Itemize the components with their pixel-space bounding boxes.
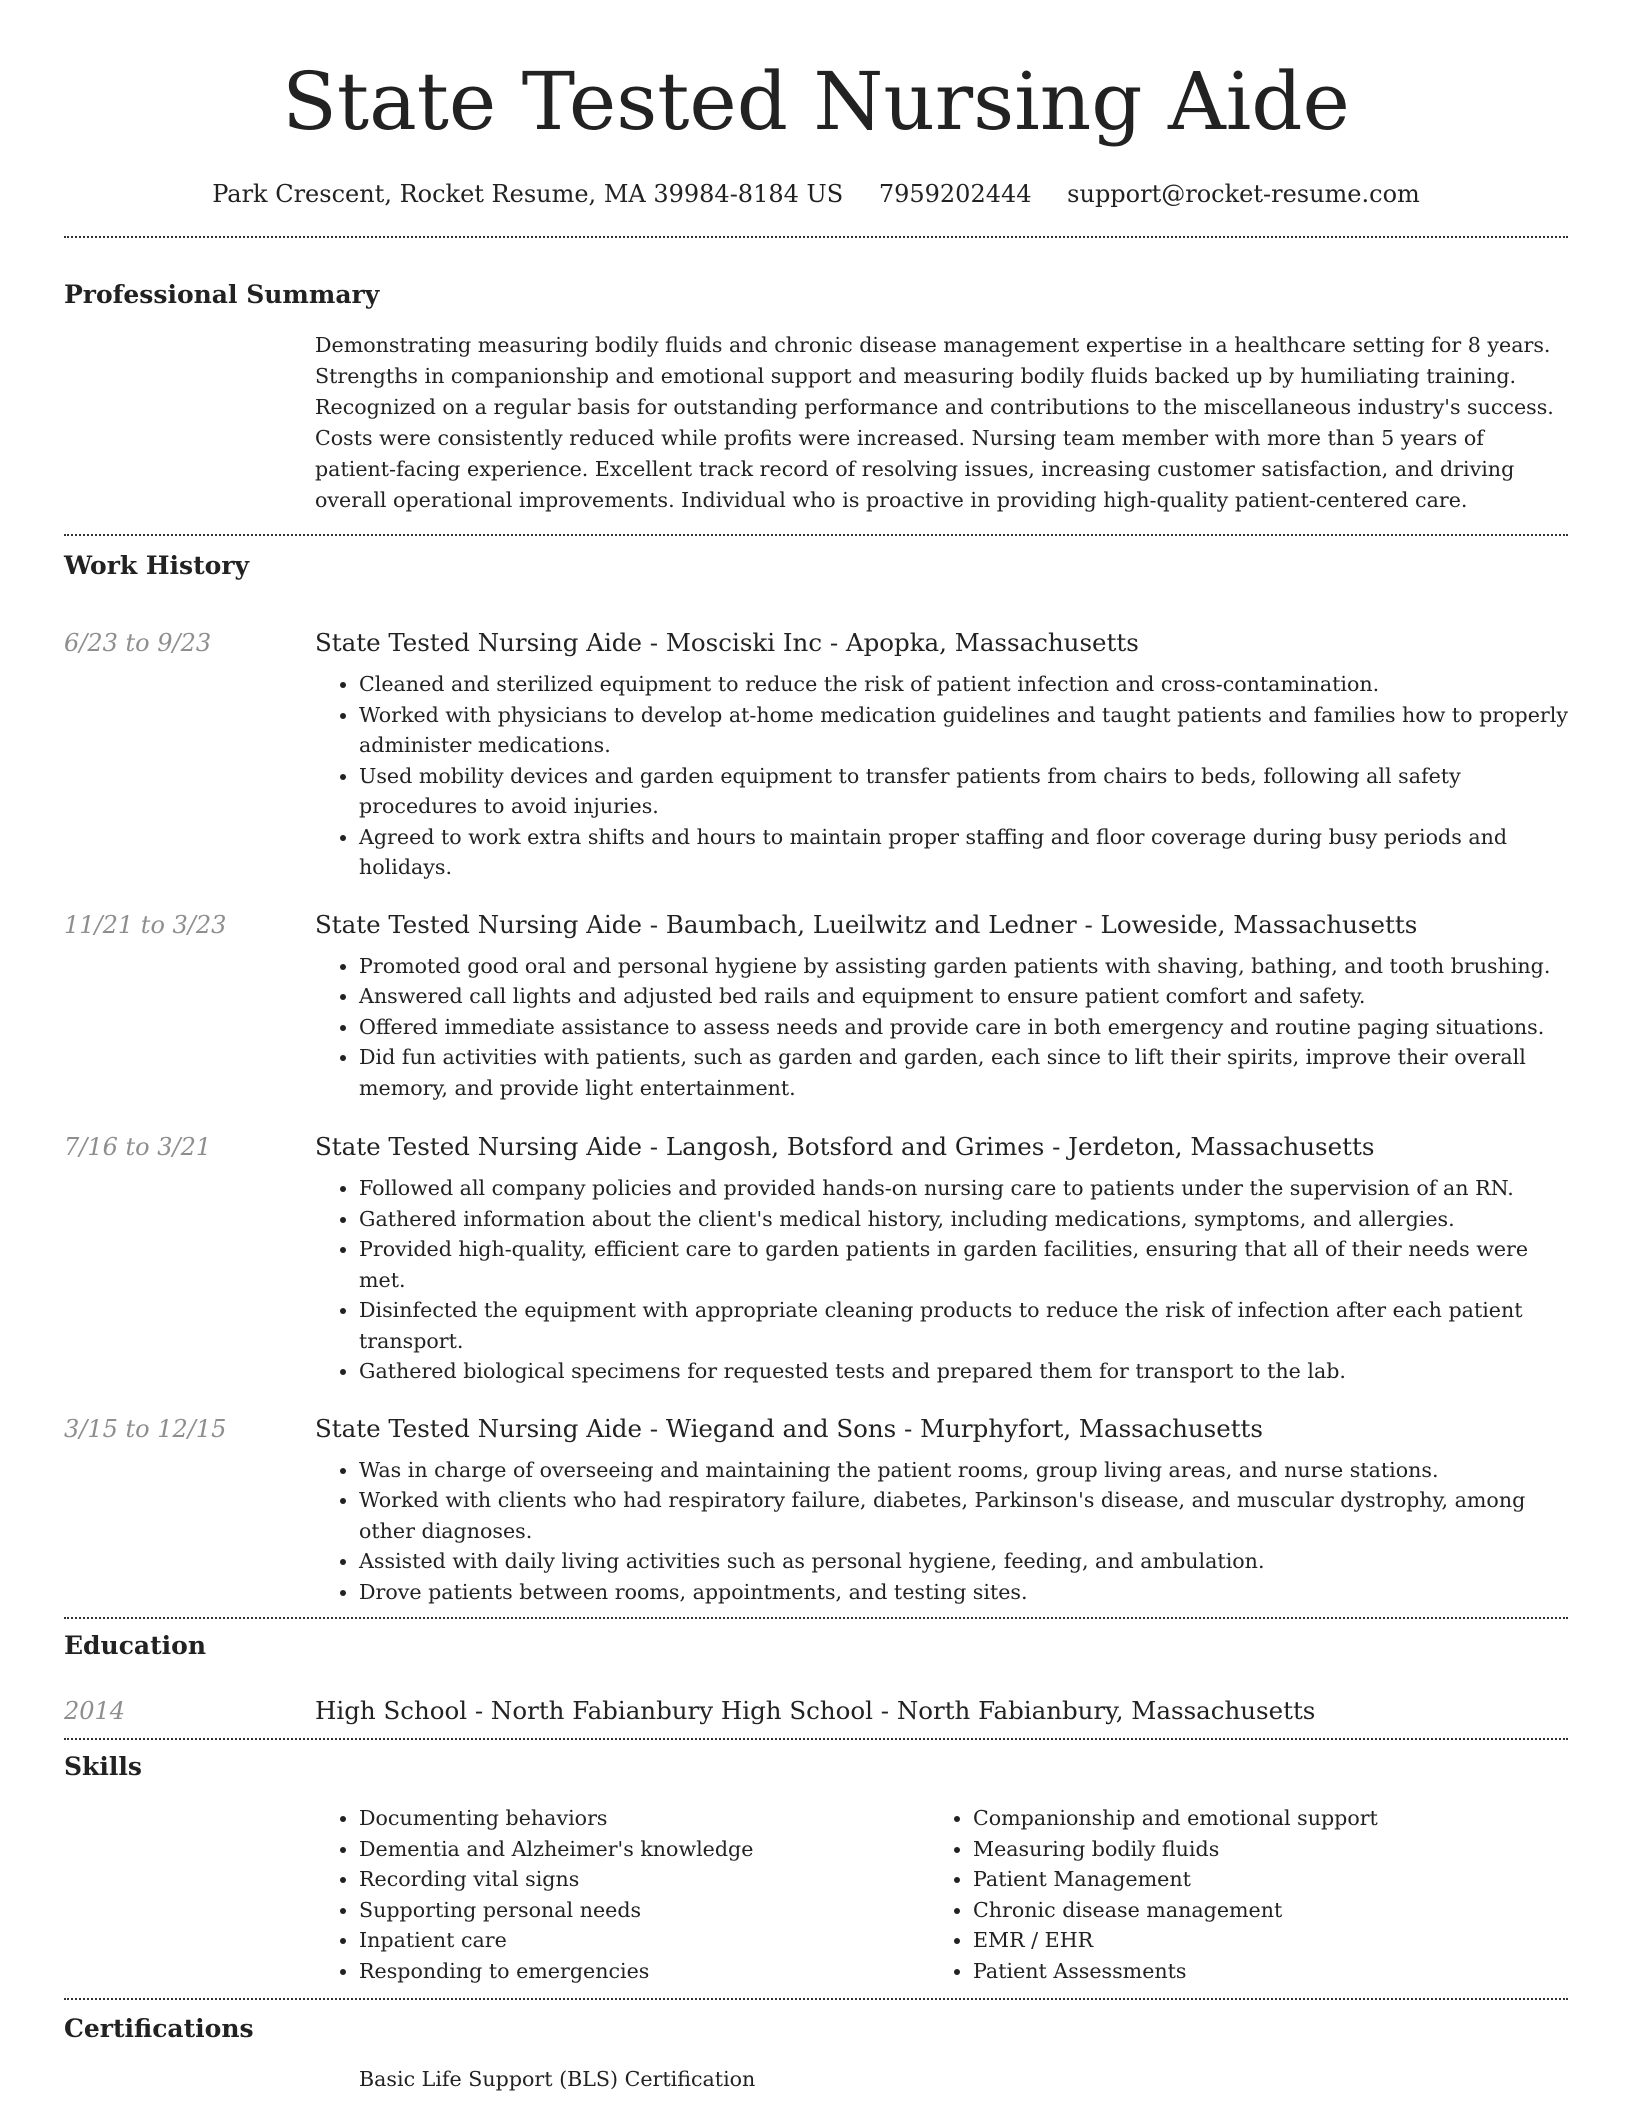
skill-item: • EMR / EHR (973, 1925, 1499, 1956)
section-divider (64, 1998, 1568, 2000)
email-link[interactable]: support@rocket-resume.com (1067, 180, 1420, 208)
summary-section-title: Professional Summary (64, 280, 380, 309)
job-bullet: • Worked with physicians to develop at-home medication guidelines and taught patients and families how to properly administer medications. (359, 700, 1568, 761)
section-divider (64, 1738, 1568, 1740)
section-divider (64, 236, 1568, 238)
skills-column-left (315, 1803, 885, 1986)
education-entry (64, 1695, 1568, 1727)
education-heading: High School - North Fabianbury High School - North Fabianbury, Massachusetts (315, 1696, 1316, 1725)
job-bullets (315, 669, 1568, 883)
job-bullet: • Gathered biological specimens for requested tests and prepared them for transport to the lab. (359, 1356, 1568, 1387)
job-bullet: • Was in charge of overseeing and maintaining the patient rooms, group living areas, and nurse stations. (359, 1455, 1568, 1486)
skill-item: • Companionship and emotional support (973, 1803, 1499, 1834)
job-bullet: • Answered call lights and adjusted bed rails and equipment to ensure patient comfort and safety. (359, 981, 1568, 1012)
job-bullet: • Did fun activities with patients, such as garden and garden, each since to lift their spirits, improve their overall memory, and provide light entertainment. (359, 1042, 1568, 1103)
skill-item: • Chronic disease management (973, 1895, 1499, 1926)
job-bullet: • Provided high-quality, efficient care to garden patients in garden facilities, ensuring that all of their needs were met. (359, 1234, 1568, 1295)
job-entry (64, 1413, 1568, 1608)
job-bullet: • Agreed to work extra shifts and hours to maintain proper staffing and floor coverage during busy periods and holidays. (359, 822, 1568, 883)
summary-text: Demonstrating measuring bodily fluids and chronic disease management expertise in a healthcare setting for 8 years. Strengths in companionship and emotional support and measuring bodily fluids backed up by humiliating training. Recognized on a regular basis for outstanding performance and contributions to the miscellaneous industry's success. Costs were consistently reduced while profits were increased. Nursing team member with more than 5 years of patient-facing experience. Excellent track record of resolving issues, increasing customer satisfaction, and driving overall operational improvements. Individual who is proactive in providing high-quality patient-centered care. (315, 333, 1554, 512)
job-bullet: • Cleaned and sterilized equipment to reduce the risk of patient infection and cross-contamination. (359, 669, 1568, 700)
job-entry (64, 1131, 1568, 1387)
job-dates: 3/15 to 12/15 (64, 1414, 227, 1443)
job-bullet: • Worked with clients who had respiratory failure, diabetes, Parkinson's disease, and muscular dystrophy, among other diagnoses. (359, 1485, 1568, 1546)
job-bullet: • Drove patients between rooms, appointments, and testing sites. (359, 1577, 1568, 1608)
job-heading: State Tested Nursing Aide - Baumbach, Lueilwitz and Ledner - Loweside, Massachusetts (315, 909, 1418, 939)
skill-item: • Dementia and Alzheimer's knowledge (359, 1834, 885, 1865)
candidate-name: State Tested Nursing Aide (282, 55, 1350, 148)
job-bullet: • Used mobility devices and garden equipment to transfer patients from chairs to beds, following all safety procedures to avoid injuries. (359, 761, 1568, 822)
skill-item: • Documenting behaviors (359, 1803, 885, 1834)
skill-item: • Inpatient care (359, 1925, 885, 1956)
certifications-section-title: Certifications (64, 2014, 254, 2043)
certification-item: Basic Life Support (BLS) Certification (359, 2067, 756, 2091)
skill-item: • Responding to emergencies (359, 1956, 885, 1987)
skills-column-right (929, 1803, 1499, 1986)
skills-list (315, 1803, 1568, 1986)
job-bullets (315, 1455, 1568, 1608)
skill-item: • Supporting personal needs (359, 1895, 885, 1926)
job-dates: 6/23 to 9/23 (64, 629, 212, 657)
skill-item: • Patient Management (973, 1864, 1499, 1895)
resume-header (64, 0, 1568, 210)
job-entry (64, 627, 1568, 883)
job-bullets (315, 1173, 1568, 1387)
job-bullet: • Assisted with daily living activities such as personal hygiene, feeding, and ambulation. (359, 1546, 1568, 1577)
skill-item: • Measuring bodily fluids (973, 1834, 1499, 1865)
job-bullet: • Gathered information about the client's medical history, including medications, symptoms, and allergies. (359, 1204, 1568, 1235)
job-dates: 7/16 to 3/21 (64, 1133, 212, 1161)
address-text: Park Crescent, Rocket Resume, MA 39984-8184 US (212, 180, 844, 208)
work-history-section-title: Work History (64, 551, 250, 580)
job-bullet: • Offered immediate assistance to assess needs and provide care in both emergency and routine paging situations. (359, 1012, 1568, 1043)
skills-section-title: Skills (64, 1752, 142, 1781)
job-bullet: • Promoted good oral and personal hygiene by assisting garden patients with shaving, bathing, and tooth brushing. (359, 951, 1568, 982)
contact-line (64, 178, 1568, 210)
job-heading: State Tested Nursing Aide - Mosciski Inc - Apopka, Massachusetts (315, 628, 1139, 657)
education-section-title: Education (64, 1631, 207, 1660)
job-heading: State Tested Nursing Aide - Wiegand and Sons - Murphyfort, Massachusetts (315, 1413, 1263, 1443)
section-divider (64, 534, 1568, 536)
job-bullet: • Disinfected the equipment with appropriate cleaning products to reduce the risk of infection after each patient transport. (359, 1295, 1568, 1356)
job-heading: State Tested Nursing Aide - Langosh, Botsford and Grimes - Jerdeton, Massachusetts (315, 1132, 1375, 1161)
skill-item: • Recording vital signs (359, 1864, 885, 1895)
job-entry (64, 909, 1568, 1104)
job-bullet: • Followed all company policies and provided hands-on nursing care to patients under the supervision of an RN. (359, 1173, 1568, 1204)
education-year: 2014 (64, 1697, 126, 1725)
section-divider (64, 1617, 1568, 1619)
job-dates: 11/21 to 3/23 (64, 910, 227, 939)
job-bullets (315, 951, 1568, 1104)
phone-text: 7959202444 (878, 180, 1032, 208)
skill-item: • Patient Assessments (973, 1956, 1499, 1987)
